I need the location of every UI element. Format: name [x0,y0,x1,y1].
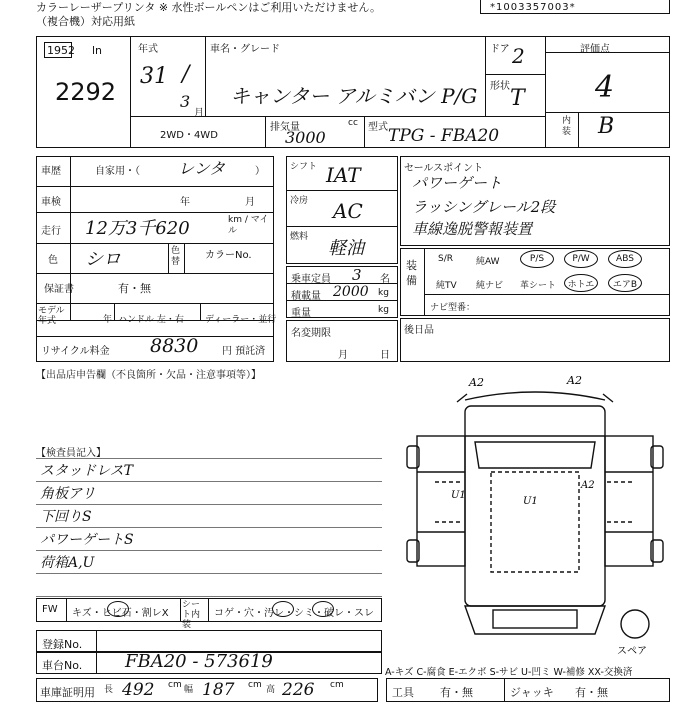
fw-mark [107,601,129,617]
seat-label: シート内装 [182,600,201,630]
cert-hei: 226 [282,680,315,700]
inspection-label: 車検 [41,197,61,208]
lot-code-suffix: ln [92,44,103,57]
diagram-mark-u1-center: U1 [523,496,538,507]
history-value: レンタ [178,159,225,178]
interior-value: B [598,114,615,139]
shift-value: IAT [326,163,361,187]
cert-unit-2: cm [248,680,262,690]
score-label: 評価点 [580,44,610,55]
capacity-unit: 名 [380,274,390,285]
cert-unit-3: cm [330,680,344,690]
capacity-value: 3 [352,266,362,284]
year-month-unit: 月 [194,108,204,119]
handle-label: ハンドル 左・右 [118,315,184,325]
sales-point-1: パワーゲート [412,174,503,192]
type-value: TPG - FBA20 [388,126,500,146]
barcode: *1003357003* [490,2,576,13]
equipment-label: 装備 [406,259,417,287]
recycle-value: 8830 [150,335,199,357]
inspector-note-2: 角板アリ [40,486,96,502]
cert-len-label: 長 [104,685,114,695]
cert-len: 492 [122,680,155,700]
name-limit-label: 名変期限 [291,328,331,339]
fuel-value: 軽油 [328,238,364,259]
load-label: 積載量 [291,291,321,302]
weight-unit: kg [378,305,389,315]
after-box [400,318,670,362]
after-label: 後日品 [404,325,434,336]
type-label: 型式 [368,122,388,133]
door-label: ドア [490,44,510,55]
warranty-label: 保証書 [44,284,74,295]
inspector-note-1: スタッドレスT [40,463,133,479]
cert-wid-label: 幅 [184,685,194,695]
displacement-label: 排気量 [270,122,300,133]
equip-navi: 純ナビ [476,281,504,291]
equip-airbag: エアB [608,274,642,292]
sales-point-2: ラッシングレール2段 [412,198,556,216]
history-label: 車歴 [41,166,61,177]
spare-label: スペア [617,646,647,657]
model-label: 車名・グレード [210,44,280,55]
inspector-note-3: 下回りS [40,509,92,525]
cert-unit-1: cm [168,680,182,690]
inspection-year: 年 [180,197,190,208]
jack-value: 有・無 [575,686,608,699]
fw-label: FW [42,604,58,615]
weight-label: 重量 [291,308,311,319]
registration-label: 登録No. [42,638,83,651]
door-value: 2 [512,44,525,68]
equip-seat: 革シート [520,281,557,291]
equip-tv: 純TV [436,281,457,291]
cert-label: 車庫証明用 [40,686,95,699]
lot-number: 2292 [55,78,117,106]
aircon-value: AC [333,199,363,223]
shape-label: 形状 [490,81,510,92]
equip-abs: ABS [608,250,642,268]
diagram-mark-a2-right: A2 [567,374,582,387]
sales-points-label: セールスポイント [404,163,484,174]
color-label: 色 [48,255,58,266]
inspector-note-5: 荷箱A,U [40,555,95,571]
inspector-label: 【検査員記入】 [36,448,106,459]
seat-mark-1 [272,601,294,617]
shift-label: シフト [290,162,318,172]
dealer-label: ディーラー・並行 [205,315,277,325]
navi-model-label: ナビ型番： [430,303,476,313]
aircon-label: 冷房 [290,196,309,206]
model-value: キャンター アルミバン P/G [230,84,478,108]
lot-code: 1952 [47,44,75,57]
history-close: ） [255,166,265,177]
equip-sr: S/R [438,254,453,264]
inspector-note-4: パワーゲートS [40,532,134,548]
fw-text: キズ・ヒビ石・割レX [72,608,169,619]
equip-ps: P/S [520,250,554,268]
recycle-unit: 円 預託済 [222,346,266,357]
shape-value: T [510,86,525,111]
displacement-unit: cc [348,118,358,128]
vehicle-diagram [395,372,675,662]
seller-notes-label: 【出品店申告欄（不良箇所・欠品・注意事項等）】 [36,370,261,381]
load-unit: kg [378,288,389,298]
load-value: 2000 [333,284,369,300]
tools-label: 工具 [392,686,414,699]
jack-label: ジャッキ [510,686,554,699]
interior-label: 内装 [562,116,572,137]
equip-aw: 純AW [476,257,500,267]
inspection-month: 月 [245,197,255,208]
equip-pw: P/W [564,250,598,268]
year-value: 31 [140,64,168,89]
damage-legend: A-キズ C-腐食 E-エクボ S-サビ U-凹ミ W-補修 XX-交換済 [385,667,633,678]
name-limit-day: 日 [380,350,390,361]
equip-sunroof: ホトエ [564,274,598,292]
chassis-value: FBA20 - 573619 [125,651,273,672]
year-month: 3 [180,92,191,111]
name-limit-month: 月 [338,350,348,361]
diagram-mark-u1-left: U1 [451,490,466,501]
displacement-value: 3000 [285,128,326,147]
mileage-value: 12万3千620 [85,218,190,239]
sales-point-3: 車線逸脱警報装置 [412,220,533,238]
color-change-label: 色替 [171,246,181,267]
color-value: シロ [85,249,121,270]
drive-label: 2WD・4WD [160,130,218,141]
mileage-label: 走行 [41,226,61,237]
fuel-label: 燃料 [290,232,309,242]
warranty-value: 有・無 [118,282,151,295]
score-value: 4 [595,70,615,105]
year-label: 年式 [138,44,158,55]
recycle-label: リサイクル料金 [41,346,110,357]
cert-wid: 187 [202,680,235,700]
seat-text: コゲ・穴・汚レ・シミ・破レ・スレ [214,608,374,619]
history-text: 自家用・（ [95,166,140,177]
mileage-unit: km / マイル [228,215,269,236]
capacity-label: 乗車定員 [291,274,331,285]
tools-value: 有・無 [440,686,473,699]
model-year-label: モデル年式 [38,306,65,326]
seat-mark-2 [312,601,334,617]
chassis-label: 車台No. [42,659,83,672]
registration-row [36,630,382,652]
color-code-label: カラーNo. [205,250,252,261]
header-line1: カラーレーザープリンタ ※ 水性ボールペンはご利用いただけません。 [36,1,381,14]
header-line2: （複合機）対応用紙 [36,15,135,28]
model-year-year: 年 [103,315,113,325]
diagram-mark-a2-left: A2 [469,376,484,389]
diagram-mark-a2-side: A2 [581,480,595,491]
cert-hei-label: 高 [266,685,276,695]
